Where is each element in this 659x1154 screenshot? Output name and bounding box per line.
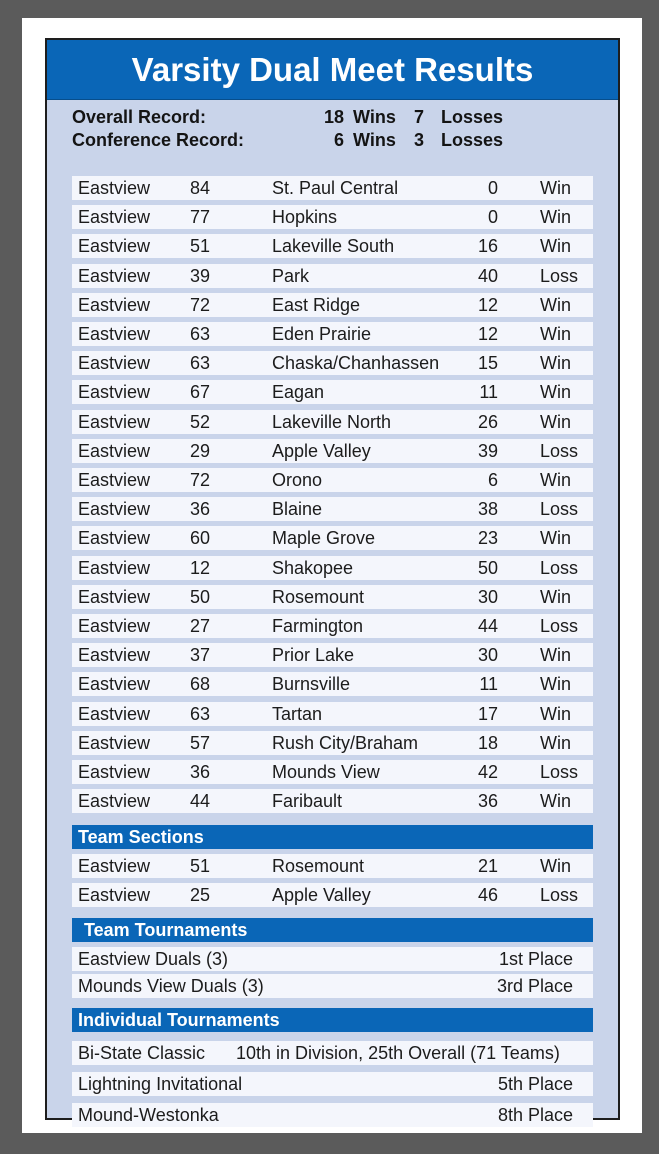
team-name: Eastview bbox=[78, 674, 151, 695]
list-item bbox=[72, 1041, 593, 1065]
team-name: Eastview bbox=[78, 645, 151, 666]
team-name: Eastview bbox=[78, 703, 151, 724]
individual-tournaments-header bbox=[72, 1008, 593, 1032]
tournament-place: 3rd Place bbox=[496, 976, 573, 996]
table-row bbox=[72, 702, 593, 726]
table-row bbox=[72, 556, 593, 580]
opponent-name: Shakopee bbox=[272, 557, 354, 578]
team-name: Eastview bbox=[78, 353, 151, 374]
individual-tournaments-title: Individual Tournaments bbox=[78, 1010, 280, 1030]
team-score: 36 bbox=[190, 499, 211, 520]
team-sections-title: Team Sections bbox=[78, 827, 204, 847]
table-row bbox=[72, 883, 593, 907]
team-name: Eastview bbox=[78, 586, 151, 607]
opponent-score: 11 bbox=[479, 382, 498, 403]
opponent-score: 17 bbox=[477, 703, 498, 724]
match-result: Win bbox=[540, 382, 571, 403]
table-row bbox=[72, 380, 593, 404]
team-name: Eastview bbox=[78, 236, 151, 257]
table-row bbox=[72, 760, 593, 784]
match-result: Loss bbox=[540, 265, 579, 286]
team-tournaments-title: Team Tournaments bbox=[84, 920, 248, 940]
match-result: Win bbox=[540, 674, 571, 695]
team-sections-header bbox=[72, 825, 593, 849]
opponent-score: 6 bbox=[487, 470, 498, 490]
opponent-name: Apple Valley bbox=[272, 440, 371, 461]
table-row bbox=[72, 497, 593, 521]
opponent-name: Eden Prairie bbox=[272, 324, 372, 344]
opponent-score: 0 bbox=[487, 207, 498, 228]
list-item bbox=[72, 974, 593, 998]
opponent-name: Prior Lake bbox=[272, 645, 355, 666]
opponent-score: 30 bbox=[477, 645, 498, 666]
team-score: 52 bbox=[190, 411, 211, 432]
match-result: Win bbox=[540, 353, 571, 374]
team-name: Eastview bbox=[78, 557, 151, 578]
team-name: Eastview bbox=[78, 499, 151, 520]
conference-record-label: Conference Record: bbox=[72, 130, 245, 150]
team-score: 12 bbox=[190, 557, 211, 578]
match-result: Loss bbox=[540, 557, 579, 578]
conference-wins-label: Wins bbox=[353, 130, 396, 150]
team-score: 37 bbox=[190, 645, 211, 666]
overall-losses: 7 bbox=[413, 107, 424, 127]
list-item bbox=[72, 947, 593, 971]
match-result: Loss bbox=[540, 762, 579, 782]
team-name: Eastview bbox=[78, 732, 151, 753]
conference-losses-label: Losses bbox=[441, 130, 504, 150]
team-score: 63 bbox=[190, 353, 211, 374]
match-result: Win bbox=[540, 586, 571, 607]
table-row bbox=[72, 293, 593, 317]
overall-wins: 18 bbox=[323, 107, 344, 127]
table-row bbox=[72, 410, 593, 434]
page-title: Varsity Dual Meet Results bbox=[47, 40, 618, 100]
overall-record bbox=[72, 107, 592, 130]
table-row bbox=[72, 614, 593, 638]
team-score: 27 bbox=[190, 616, 211, 636]
opponent-score: 0 bbox=[487, 178, 498, 198]
table-row bbox=[72, 205, 593, 229]
team-score: 39 bbox=[190, 265, 211, 286]
opponent-name: Maple Grove bbox=[272, 528, 376, 549]
match-result: Win bbox=[540, 207, 571, 228]
team-score: 72 bbox=[190, 294, 211, 315]
table-row bbox=[72, 643, 593, 667]
opponent-score: 44 bbox=[477, 616, 498, 636]
match-result: Loss bbox=[540, 499, 579, 520]
match-result: Win bbox=[540, 856, 571, 876]
records-summary bbox=[72, 107, 592, 153]
opponent-name: Lakeville North bbox=[272, 411, 392, 432]
team-name: Eastview bbox=[78, 265, 151, 286]
table-row bbox=[72, 731, 593, 755]
team-score: 67 bbox=[190, 382, 211, 403]
team-name: Eastview bbox=[78, 885, 151, 905]
opponent-score: 12 bbox=[477, 324, 498, 344]
conference-wins: 6 bbox=[333, 130, 344, 150]
table-row bbox=[72, 322, 593, 346]
match-result: Win bbox=[540, 470, 571, 490]
opponent-name: Faribault bbox=[272, 791, 343, 812]
team-score: 51 bbox=[190, 236, 211, 257]
team-name: Eastview bbox=[78, 762, 151, 782]
table-row bbox=[72, 468, 593, 492]
table-row bbox=[72, 234, 593, 258]
match-result: Win bbox=[540, 178, 571, 198]
tournament-name: Mound-Westonka bbox=[78, 1105, 219, 1125]
overall-losses-label: Losses bbox=[441, 107, 504, 127]
team-score: 60 bbox=[190, 528, 211, 549]
opponent-name: Lakeville South bbox=[272, 236, 395, 257]
team-score: 84 bbox=[190, 178, 211, 198]
opponent-score: 15 bbox=[477, 353, 498, 374]
match-result: Loss bbox=[540, 440, 579, 461]
table-row bbox=[72, 789, 593, 813]
team-tournaments-header bbox=[72, 918, 593, 942]
opponent-name: Park bbox=[272, 265, 310, 286]
opponent-name: Apple Valley bbox=[272, 885, 371, 905]
tournament-name: Lightning Invitational bbox=[78, 1074, 243, 1094]
match-result: Win bbox=[540, 294, 571, 315]
match-result: Win bbox=[540, 645, 571, 666]
opponent-name: Rush City/Braham bbox=[272, 732, 419, 753]
match-result: Win bbox=[540, 324, 571, 344]
team-name: Eastview bbox=[78, 411, 151, 432]
tournament-name: Bi-State Classic bbox=[78, 1043, 206, 1063]
team-score: 44 bbox=[190, 791, 211, 812]
team-name: Eastview bbox=[78, 178, 151, 198]
opponent-name: Farmington bbox=[272, 616, 364, 636]
opponent-score: 16 bbox=[477, 236, 498, 257]
opponent-name: Rosemount bbox=[272, 586, 365, 607]
conference-record bbox=[72, 130, 592, 153]
opponent-score: 40 bbox=[477, 265, 498, 286]
opponent-name: Eagan bbox=[272, 382, 325, 403]
opponent-score: 39 bbox=[477, 440, 498, 461]
match-result: Win bbox=[540, 528, 571, 549]
table-row bbox=[72, 672, 593, 696]
opponent-name: Chaska/Chanhassen bbox=[272, 353, 440, 374]
opponent-score: 12 bbox=[477, 294, 498, 315]
results-card bbox=[22, 18, 642, 1133]
overall-wins-label: Wins bbox=[353, 107, 396, 127]
match-result: Loss bbox=[540, 885, 579, 905]
opponent-score: 26 bbox=[477, 411, 498, 432]
opponent-score: 38 bbox=[477, 499, 498, 520]
table-row bbox=[72, 526, 593, 550]
conference-losses: 3 bbox=[413, 130, 424, 150]
opponent-score: 21 bbox=[477, 856, 498, 876]
match-result: Win bbox=[540, 732, 571, 753]
match-result: Win bbox=[540, 411, 571, 432]
opponent-score: 30 bbox=[477, 586, 498, 607]
team-name: Eastview bbox=[78, 207, 151, 228]
team-name: Eastview bbox=[78, 294, 151, 315]
team-name: Eastview bbox=[78, 791, 151, 812]
opponent-name: Orono bbox=[272, 470, 323, 490]
team-name: Eastview bbox=[78, 616, 151, 636]
opponent-score: 36 bbox=[477, 791, 498, 812]
team-score: 63 bbox=[190, 703, 211, 724]
table-row bbox=[72, 585, 593, 609]
match-result: Loss bbox=[540, 616, 579, 636]
team-score: 36 bbox=[190, 762, 211, 782]
match-result: Win bbox=[540, 703, 571, 724]
table-row bbox=[72, 264, 593, 288]
table-row bbox=[72, 854, 593, 878]
list-item bbox=[72, 1072, 593, 1096]
table-row bbox=[72, 176, 593, 200]
team-score: 50 bbox=[190, 586, 211, 607]
opponent-name: Blaine bbox=[272, 499, 323, 520]
tournament-place: 5th Place bbox=[497, 1074, 573, 1094]
tournament-place: 1st Place bbox=[498, 949, 573, 969]
table-row bbox=[72, 439, 593, 463]
opponent-score: 11 bbox=[479, 674, 498, 695]
opponent-name: East Ridge bbox=[272, 294, 361, 315]
team-score: 29 bbox=[190, 440, 211, 461]
table-row bbox=[72, 351, 593, 375]
list-item bbox=[72, 1103, 593, 1127]
team-score: 72 bbox=[190, 470, 211, 490]
tournament-name: Mounds View Duals (3) bbox=[78, 976, 264, 996]
overall-record-label: Overall Record: bbox=[72, 107, 207, 127]
opponent-name: Hopkins bbox=[272, 207, 338, 228]
team-name: Eastview bbox=[78, 856, 151, 876]
opponent-score: 23 bbox=[477, 528, 498, 549]
team-score: 63 bbox=[190, 324, 211, 344]
opponent-name: Tartan bbox=[272, 703, 323, 724]
team-score: 57 bbox=[190, 732, 211, 753]
opponent-score: 46 bbox=[477, 885, 498, 905]
team-name: Eastview bbox=[78, 528, 151, 549]
tournament-place: 8th Place bbox=[497, 1105, 573, 1125]
opponent-name: Mounds View bbox=[272, 762, 380, 782]
team-name: Eastview bbox=[78, 324, 151, 344]
team-score: 51 bbox=[190, 856, 211, 876]
tournament-name: Eastview Duals (3) bbox=[78, 949, 229, 969]
team-name: Eastview bbox=[78, 382, 151, 403]
match-result: Win bbox=[540, 791, 571, 812]
opponent-score: 18 bbox=[477, 732, 498, 753]
opponent-name: Burnsville bbox=[272, 674, 351, 695]
opponent-score: 42 bbox=[477, 762, 498, 782]
results-panel bbox=[45, 38, 620, 1125]
team-name: Eastview bbox=[78, 440, 151, 461]
tournament-place: 10th in Division, 25th Overall (71 Teams) bbox=[236, 1043, 560, 1063]
opponent-score: 50 bbox=[477, 557, 498, 578]
opponent-name: Rosemount bbox=[272, 856, 365, 876]
team-score: 25 bbox=[190, 885, 211, 905]
team-score: 77 bbox=[190, 207, 211, 228]
team-score: 68 bbox=[190, 674, 211, 695]
match-result: Win bbox=[540, 236, 571, 257]
opponent-name: St. Paul Central bbox=[272, 178, 399, 198]
team-name: Eastview bbox=[78, 470, 151, 490]
